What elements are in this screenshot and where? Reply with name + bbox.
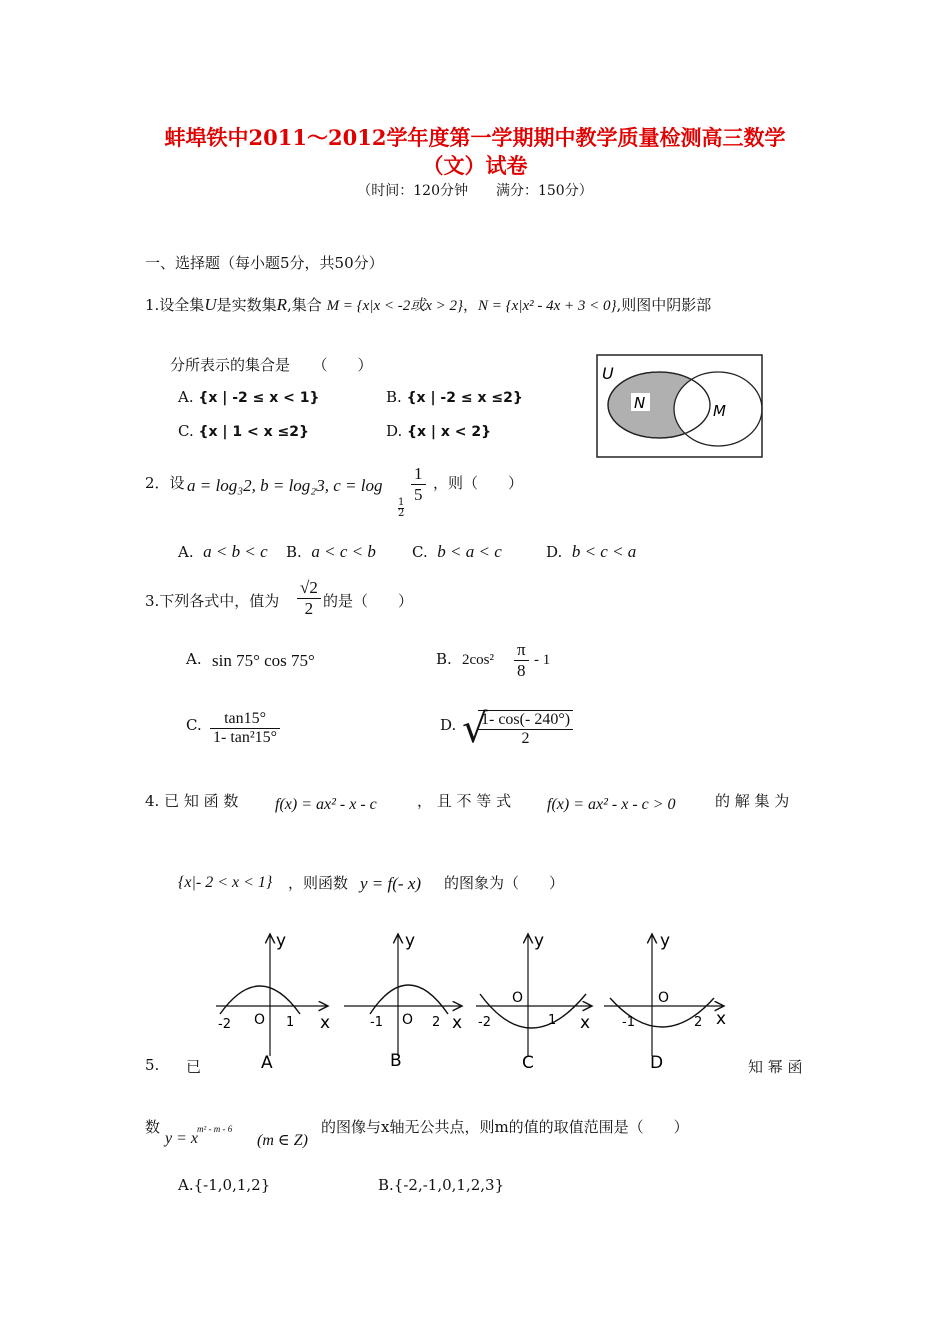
graph-a-label: A — [261, 1053, 273, 1070]
q1-set-m: M = {x|x < -2或x > 2} — [326, 298, 464, 314]
svg-text:O: O — [512, 990, 524, 1006]
section-heading: 一、选择题（每小题5分，共50分） — [145, 254, 384, 272]
svg-text:-2: -2 — [478, 1015, 491, 1030]
q1-set-u: U — [204, 295, 217, 314]
venn-label-m: M — [713, 402, 726, 420]
svg-text:O: O — [658, 990, 670, 1006]
svg-text:y: y — [405, 931, 416, 951]
graph-b — [344, 931, 462, 1070]
q1-text-c: ,则图中阴影部 — [616, 296, 712, 314]
q1-option-b: B. {x | -2 ≤ x ≤2} — [386, 388, 523, 406]
page-title-line2: （文）试卷 — [422, 153, 528, 178]
svg-text:-2: -2 — [218, 1017, 231, 1032]
q1-line2: 分所表示的集合是 （ ） — [170, 356, 373, 374]
q2-option-d: D. b < c < a — [546, 542, 637, 561]
svg-text:x: x — [580, 1013, 591, 1033]
graph-a — [216, 931, 330, 1070]
venn-label-n: N — [634, 394, 646, 412]
graph-b-label: B — [390, 1051, 402, 1070]
q1-set-n: N = {x|x² - 4x + 3 < 0} — [478, 298, 617, 314]
graph-a-curve — [220, 986, 300, 1014]
q2-option-c: C. b < a < c — [412, 542, 502, 561]
graph-b-curve — [370, 985, 448, 1014]
svg-text:O: O — [254, 1012, 266, 1028]
exam-info: （时间：120分钟 满分：150分） — [357, 183, 593, 199]
svg-text:y: y — [660, 931, 671, 951]
svg-text:-1: -1 — [622, 1015, 635, 1030]
svg-text:1: 1 — [286, 1015, 295, 1030]
q5-line2: 数 y = x m² - m - 6 (m ∈ Z) 的图像与x轴无公共点，则m的值的取值范围是（ ） — [145, 1118, 689, 1149]
graph-c-label: C — [522, 1053, 534, 1070]
svg-text:x: x — [716, 1009, 727, 1029]
q5-option-a: A.{-1,0,1,2} — [178, 1176, 271, 1194]
svg-text:y: y — [534, 931, 545, 951]
q2-option-a: A. a < b < c — [178, 542, 268, 561]
graph-d — [604, 931, 726, 1070]
q5-word2: 知 幂 函 — [748, 1058, 803, 1076]
q5-word1: 已 — [186, 1058, 202, 1076]
svg-text:2: 2 — [432, 1015, 441, 1030]
q1-option-c: C. {x | 1 < x ≤2} — [178, 422, 309, 440]
q1-line1 — [145, 294, 711, 315]
q4-graphs — [210, 928, 740, 1070]
q1-text-a: 是实数集 — [216, 296, 277, 314]
q2-option-b: B. a < c < b — [286, 542, 376, 561]
graph-c-curve — [480, 994, 586, 1028]
svg-text:x: x — [452, 1013, 463, 1033]
q1-sep: ， — [463, 296, 479, 314]
svg-text:1: 1 — [548, 1013, 557, 1028]
graph-c — [476, 931, 592, 1070]
svg-text:x: x — [320, 1013, 331, 1033]
q1-text-b: ,集合 — [287, 296, 322, 314]
q4-line1: 4. 已 知 函 数 f(x) = ax² - x - c ， 且 不 等 式 f(x) = ax² - x - c > 0 的 解 集 为 — [145, 792, 790, 813]
graph-d-label: D — [650, 1053, 664, 1070]
svg-text:-1: -1 — [370, 1015, 383, 1030]
svg-text:2: 2 — [694, 1015, 703, 1030]
q5-number: 5. — [145, 1056, 160, 1074]
q1-option-d: D. {x | x < 2} — [386, 422, 492, 440]
q1-option-a: A. {x | -2 ≤ x < 1} — [178, 388, 320, 406]
q1-set-r: R — [276, 295, 287, 314]
venn-diagram — [596, 354, 764, 460]
svg-text:y: y — [276, 931, 287, 951]
q5-option-b: B.{-2,-1,0,1,2,3} — [378, 1176, 505, 1194]
q1-intro: 1.设全集 — [145, 296, 205, 314]
venn-label-u: U — [602, 364, 614, 383]
svg-text:O: O — [402, 1012, 414, 1028]
page-title: 蚌埠铁中2011～2012学年度第一学期期中教学质量检测高三数学 — [164, 125, 786, 150]
